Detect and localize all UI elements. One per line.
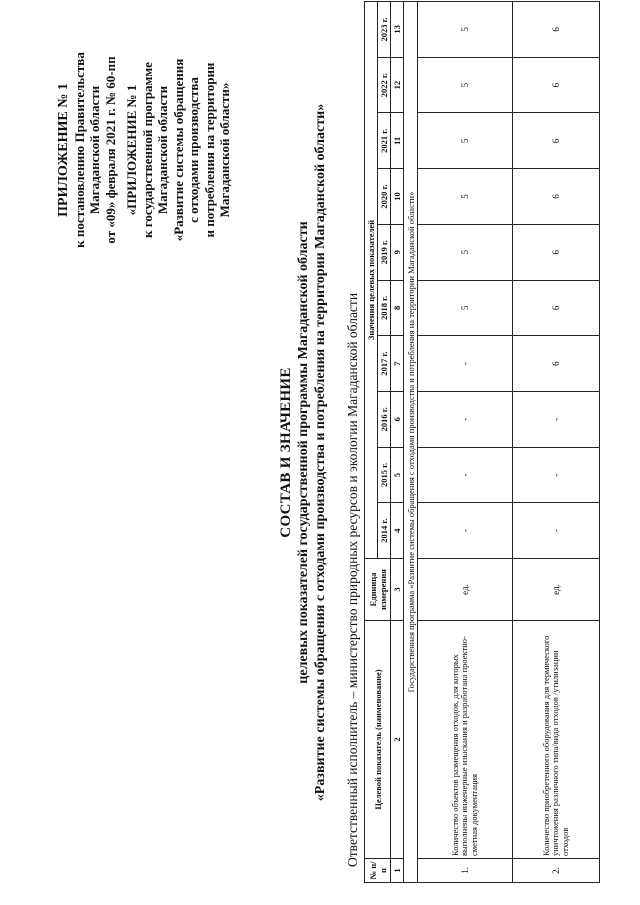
header-year: 2016 г. (378, 391, 391, 447)
value-cell: 6 (513, 113, 600, 169)
column-number: 8 (391, 280, 404, 336)
title-line: целевых показателей государственной программы Магаданской области (296, 221, 311, 684)
appendix-line: и потребления на территории (201, 62, 217, 238)
column-number: 9 (391, 224, 404, 280)
header-year: 2018 г. (378, 280, 391, 336)
appendix-line: Магаданской области (87, 85, 102, 215)
header-year: 2014 г. (378, 503, 391, 559)
value-cell: 5 (418, 57, 513, 113)
value-cell: 6 (513, 280, 600, 336)
column-number: 7 (391, 336, 404, 392)
column-number: 5 (391, 447, 404, 503)
appendix-line: к государственной программе (139, 62, 155, 238)
header-values-group: Значения целевых показателей (365, 2, 378, 559)
title-line: «Развитие системы обращения с отходами производства и потребления на территории Магаданской области» (313, 103, 328, 802)
value-cell: - (513, 503, 600, 559)
appendix-line: «Развитие системы обращения (170, 58, 186, 242)
column-number: 10 (391, 169, 404, 225)
document-title (278, 0, 329, 905)
value-cell: 6 (513, 224, 600, 280)
value-cell: - (418, 391, 513, 447)
column-number: 4 (391, 503, 404, 559)
appendix-line: Магаданской области» (217, 82, 232, 218)
row-num: 1. (418, 859, 513, 883)
value-cell: 5 (418, 113, 513, 169)
value-cell: 5 (418, 224, 513, 280)
value-cell: 6 (513, 169, 600, 225)
unit-cell: ед. (513, 559, 600, 621)
value-cell: - (513, 447, 600, 503)
value-cell: 5 (418, 169, 513, 225)
value-cell: 5 (418, 280, 513, 336)
column-number: 2 (391, 621, 404, 859)
header-year: 2017 г. (378, 336, 391, 392)
header-year: 2023 г. (378, 2, 391, 58)
header-unit: Единица измерения (365, 559, 391, 621)
header-year: 2021 г. (378, 113, 391, 169)
row-num: 2. (513, 859, 600, 883)
appendix-line: к постановлению Правительства (71, 52, 87, 248)
header-indicator: Целевой показатель (наименование) (365, 621, 391, 859)
program-name: Государственная программа «Развитие системы обращения с отходами производства и потребления на территории Магаданской области» (404, 2, 418, 883)
column-number: 12 (391, 57, 404, 113)
value-cell: 6 (513, 336, 600, 392)
header-year: 2015 г. (378, 447, 391, 503)
value-cell: - (513, 391, 600, 447)
column-number: 1 (391, 859, 404, 883)
value-cell: - (418, 503, 513, 559)
value-cell: 6 (513, 57, 600, 113)
column-number: 13 (391, 2, 404, 58)
title-line: СОСТАВ И ЗНАЧЕНИЕ (278, 367, 294, 538)
appendix-line: Магаданской области (155, 85, 170, 215)
column-numbers-row (391, 2, 404, 883)
unit-cell: ед. (418, 559, 513, 621)
column-number: 11 (391, 113, 404, 169)
value-cell: - (418, 336, 513, 392)
indicator-name: Количество объектов размещения отходов, для которых выполнены инженерные изыскания и разработана проектно-сметная документация (418, 621, 513, 859)
header-num: № п/п (365, 859, 391, 883)
appendix-date: от «09» февраля 2021 г. № 60-пп (102, 56, 118, 244)
indicator-name: Количество приобретенного оборудования для термического уничтожения различного типа/вида отходов /утилизации отходов (513, 621, 600, 859)
appendix-title: ПРИЛОЖЕНИЕ № 1 (56, 83, 71, 217)
appendix-block (56, 20, 233, 280)
value-cell: - (418, 447, 513, 503)
responsible-executor: Ответственный исполнитель – министерство природных ресурсов и экологии Магаданской области (345, 292, 360, 867)
column-number: 3 (391, 559, 404, 621)
header-year: 2022 г. (378, 57, 391, 113)
program-row (404, 2, 418, 883)
header-year: 2019 г. (378, 224, 391, 280)
value-cell: 5 (418, 2, 513, 58)
indicators-table (364, 1, 600, 883)
table-row (513, 2, 600, 883)
value-cell: 6 (513, 2, 600, 58)
column-number: 6 (391, 391, 404, 447)
appendix-line: с отходами производства (186, 77, 201, 223)
appendix-line: «ПРИЛОЖЕНИЕ № 1 (124, 84, 139, 216)
table-row (418, 2, 513, 883)
header-year: 2020 г. (378, 169, 391, 225)
